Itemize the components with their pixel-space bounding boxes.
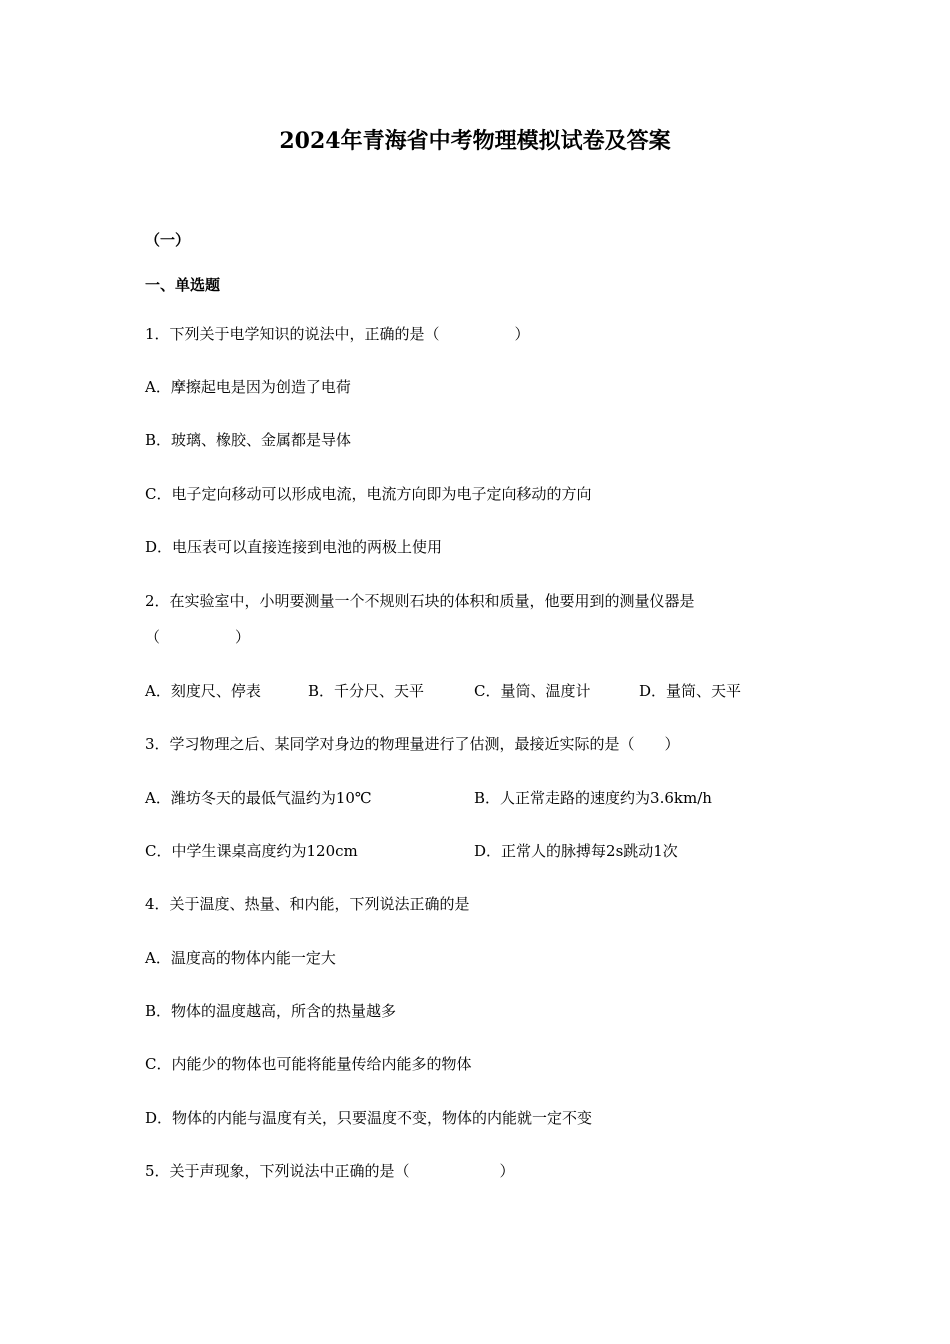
question-2-options xyxy=(145,680,742,702)
question-1-stem: 1．下列关于电学知识的说法中，正确的是（ ） xyxy=(145,325,530,343)
question-5-stem: 5．关于声现象，下列说法中正确的是（ ） xyxy=(145,1162,515,1180)
question-3-option-d: D．正常人的脉搏每2s跳动1次 xyxy=(474,842,678,860)
question-4-option-d: D．物体的内能与温度有关，只要温度不变，物体的内能就一定不变 xyxy=(145,1109,593,1127)
question-3-stem: 3．学习物理之后、某同学对身边的物理量进行了估测，最接近实际的是（ ） xyxy=(145,735,680,753)
question-2-option-d: D．量筒、天平 xyxy=(639,682,742,700)
part-label: （一） xyxy=(145,231,191,249)
question-2-option-b: B．千分尺、天平 xyxy=(308,682,425,700)
question-2-stem-continued: （ ） xyxy=(145,628,251,646)
question-4-option-b: B．物体的温度越高，所含的热量越多 xyxy=(145,1002,397,1020)
question-3-options-row-2 xyxy=(145,840,678,862)
question-3-option-b: B．人正常走路的速度约为3.6km/h xyxy=(474,789,712,807)
question-1-option-c: C．电子定向移动可以形成电流，电流方向即为电子定向移动的方向 xyxy=(145,485,592,503)
question-1-option-d: D．电压表可以直接连接到电池的两极上使用 xyxy=(145,538,443,556)
question-1-option-b: B．玻璃、橡胶、金属都是导体 xyxy=(145,431,352,449)
document-title: 2024年青海省中考物理模拟试卷及答案 xyxy=(279,128,671,154)
question-3-option-c: C．中学生课桌高度约为120cm xyxy=(145,842,358,860)
question-4-stem: 4．关于温度、热量、和内能，下列说法正确的是 xyxy=(145,895,470,913)
question-2-option-a: A．刻度尺、停表 xyxy=(145,682,261,700)
question-4-option-c: C．内能少的物体也可能将能量传给内能多的物体 xyxy=(145,1055,472,1073)
question-4-option-a: A．温度高的物体内能一定大 xyxy=(145,949,336,967)
question-3-option-a: A．潍坊冬天的最低气温约为10℃ xyxy=(145,789,372,807)
question-3-options-row-1 xyxy=(145,787,712,809)
question-2-option-c: C．量筒、温度计 xyxy=(474,682,591,700)
question-2-stem: 2．在实验室中，小明要测量一个不规则石块的体积和质量，他要用到的测量仪器是 xyxy=(145,592,695,610)
question-1-option-a: A．摩擦起电是因为创造了电荷 xyxy=(145,378,351,396)
section-heading: 一、单选题 xyxy=(145,276,221,294)
